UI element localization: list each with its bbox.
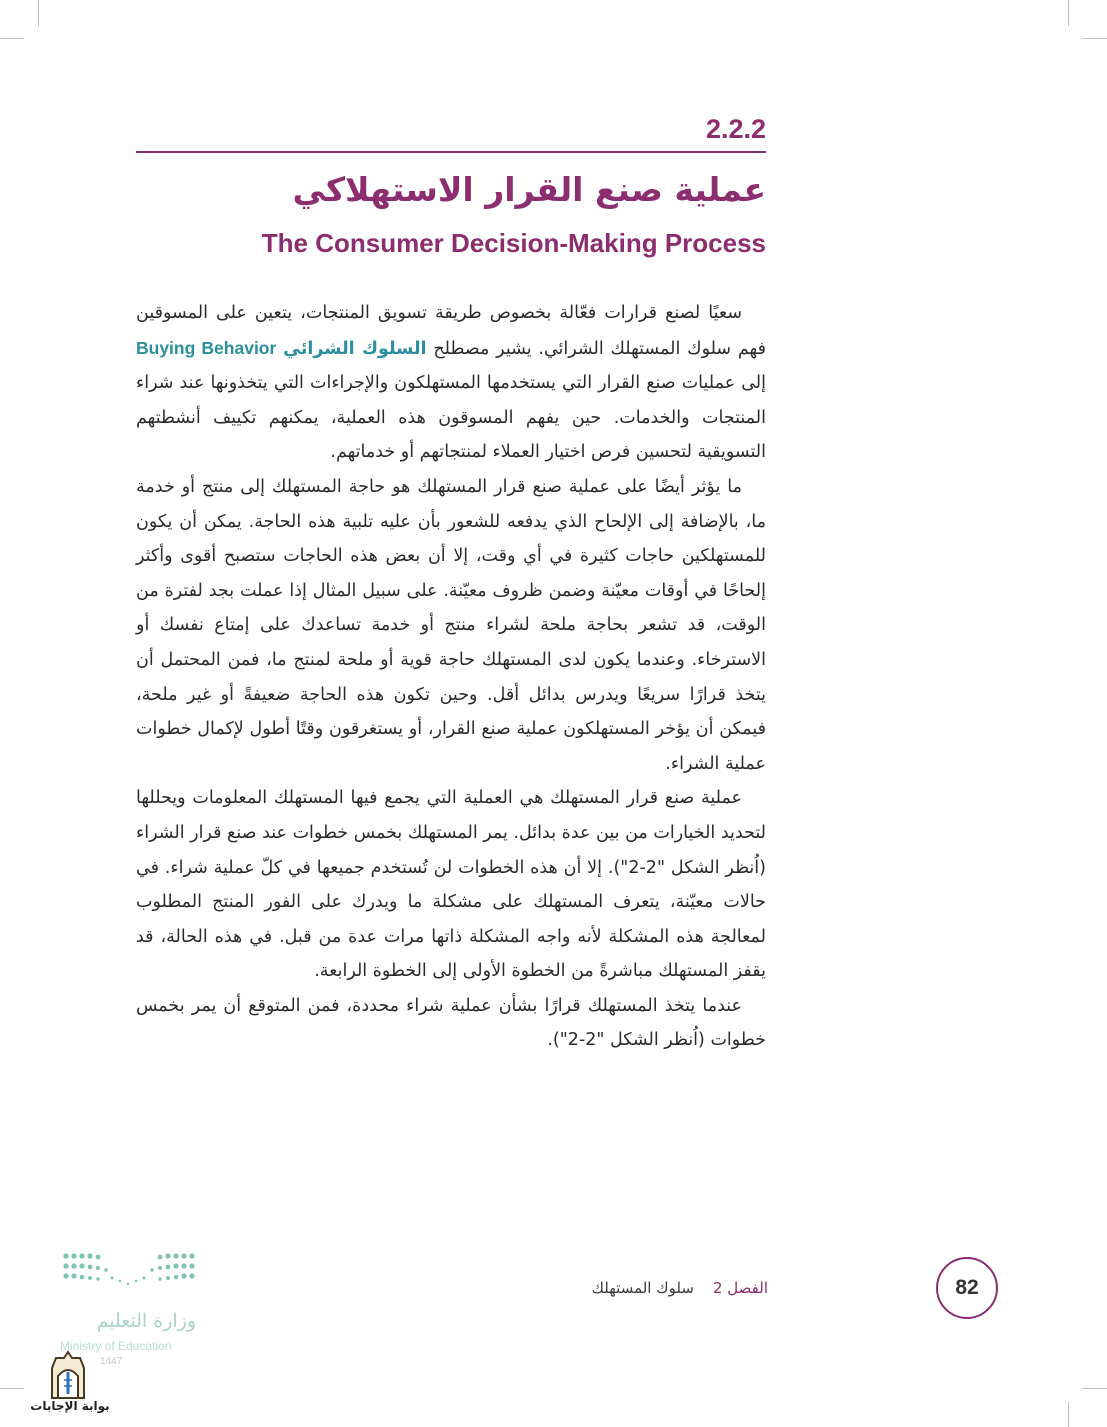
ministry-name-ar: وزارة التعليم [96,1310,196,1332]
chapter-label: الفصل 2 [712,1279,768,1297]
title-arabic: عملية صنع القرار الاستهلاكي [292,170,766,209]
paragraph-1 [136,296,766,470]
crop-mark [38,0,39,26]
title-english: The Consumer Decision-Making Process [261,228,766,258]
paragraph-4: عندما يتخذ المستهلك قرارًا بشأن عملية شراء محددة، فمن المتوقع أن يمر بخمس خطوات (اُنظر الشكل "2-2"). [136,995,766,1051]
crop-mark [0,38,24,39]
paragraph-2: ما يؤثر أيضًا على عملية صنع قرار المستهلك هو حاجة المستهلك إلى منتج أو خدمة ما، بالإضافة إلى الإلحاح الذي يدفعه للشعور بأن عليه تلبية هذه الحاجة. يمكن أن يكون للمستهلكين حاجات كثيرة في أي وقت، إلا أن بعض هذه الحاجات ستصبح أقوى وأكثر إلحاحًا في أوقات معيّنة وضمن ظروف معيّنة. على سبيل المثال إذا عملت بجد لفترة من الوقت، قد تشعر بحاجة ملحة لشراء منتج أو خدمة تساعدك على إمتاع نفسك أو الاسترخاء. وعندما يكون لدى المستهلك حاجة قوية أو ملحة لمنتج ما، فمن المحتمل أن يتخذ قرارًا سريعًا ويدرس بدائل أقل. وحين تكون هذه الحاجة ضعيفةً أو غير ملحة، فيمكن أن يؤخر المستهلكون عملية صنع القرار، أو يستغرقون وقتًا أطول لإكمال خطوات عملية الشراء. [136,476,766,774]
crop-mark [1082,38,1107,39]
crop-mark [1068,0,1069,26]
crop-mark [1068,1402,1069,1427]
ministry-name-en: Ministry of Education [60,1339,172,1353]
paragraph-1-part-1: سعيًا لصنع قرارات فعّالة بخصوص طريقة تسويق المنتجات، يتعين على المسوقين فهم سلوك المستهلك الشرائي. يشير مصطلح [136,303,766,359]
crop-mark [1082,1388,1107,1389]
section-number: 2.2.2 [705,114,766,144]
paragraph-1-part-2: إلى عمليات صنع القرار التي يستخدمها المستهلكون والإجراءات التي يتخذونها عند شراء المنتجات والخدمات. حين يفهم المسوقون هذه العملية، يمكنهم تكييف أنشطتهم التسويقية لتحسين فرص اختيار العملاء لمنتجاتهم أو خدماتهم. [136,373,766,463]
keyword-buying-behavior-en: Buying Behavior [136,337,277,358]
footer-chapter [480,1279,768,1297]
body-text [136,296,766,1058]
ministry-year: 1447 [100,1356,123,1367]
crop-mark [0,1388,24,1389]
paragraph-3: عملية صنع قرار المستهلك هي العملية التي يجمع فيها المستهلك المعلومات ويحللها لتحديد الخيارات من بين عدة بدائل. يمر المستهلك بخمس خطوات عند صنع قرار الشراء (اُنظر الشكل "2-2"). إلا أن هذه الخطوات لن تُستخدم جميعها في كلّ عملية شراء. في حالات معيّنة، يتعرف المستهلك على مشكلة ما ويدرك على الفور المنتج المطلوب لمعالجة هذه المشكلة لأنه واجه المشكلة ذاتها مرات عدة من قبل. في هذه الحالة، قد يقفز المستهلك مباشرةً من الخطوة الأولى إلى الخطوة الرابعة. [136,788,766,982]
section-divider [136,151,766,153]
ministry-logo-icon [60,1248,200,1298]
keyword-buying-behavior-ar: السلوك الشرائي [283,338,427,359]
watermark-text: بوابة الإجابات [30,1399,110,1413]
chapter-title: سلوك المستهلك [591,1279,694,1297]
page-number: 82 [936,1257,998,1319]
watermark-mosque-icon [44,1350,92,1400]
